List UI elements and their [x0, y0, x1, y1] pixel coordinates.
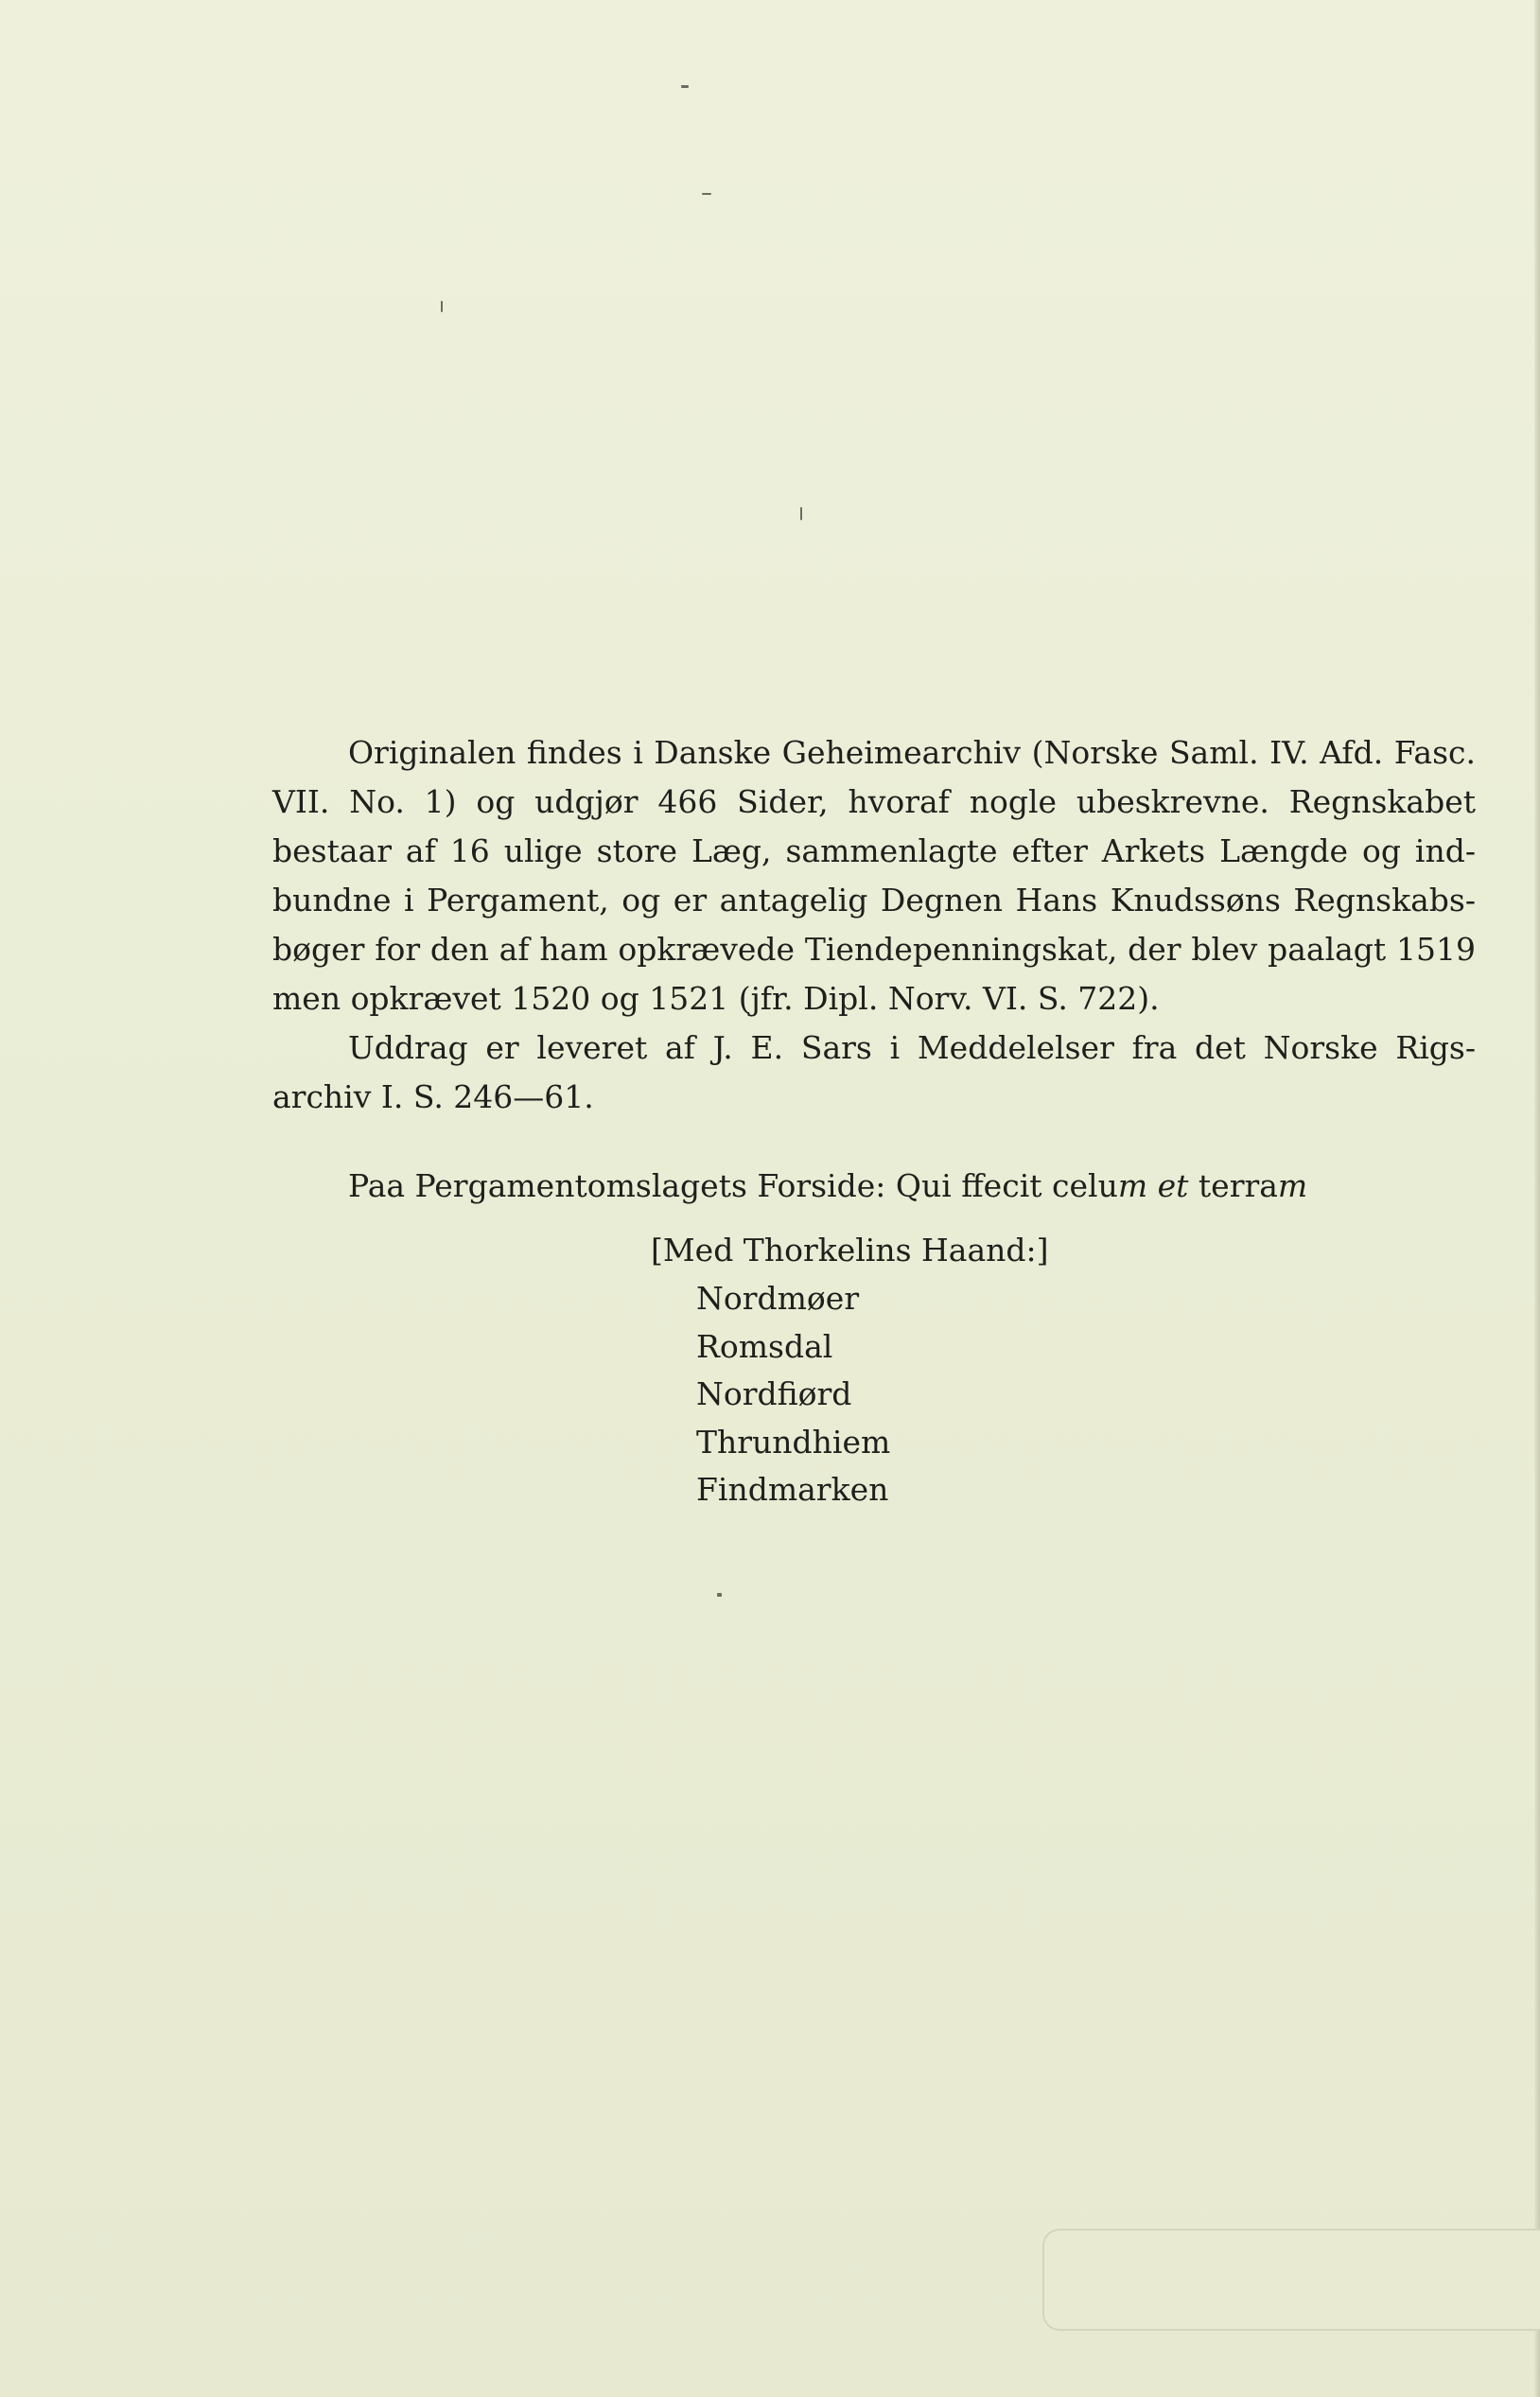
latin-part-italic: m et: [1117, 1167, 1189, 1204]
list-item: Nordmøer: [696, 1280, 860, 1317]
cover-inscription: [348, 1162, 1307, 1211]
list-item: Findmarken: [696, 1471, 889, 1508]
line: bundne i Pergament, og er antagelig Degnen Hans Knudssøns Regnskabs-: [272, 882, 1476, 919]
ink-speck: [681, 85, 689, 88]
latin-part-italic: m: [1277, 1167, 1308, 1204]
cover-label: Paa Pergamentomslagets Forside:: [348, 1167, 886, 1204]
line: VII. No. 1) og udgjør 466 Sider, hvoraf nogle ubeskrevne. Regnskabet: [272, 783, 1476, 820]
list-item: Romsdal: [696, 1327, 833, 1365]
line: bestaar af 16 ulige store Læg, sammenlagte efter Arkets Længde og ind-: [272, 832, 1476, 869]
list-item: Nordfiørd: [696, 1375, 852, 1412]
paragraph-excerpt: [272, 1024, 1476, 1122]
description-text: [272, 728, 1476, 1122]
line: archiv I. S. 246—61.: [272, 1078, 594, 1115]
page-tab-impression: [1042, 2229, 1540, 2331]
ink-speck: [800, 507, 802, 520]
hand-note: [Med Thorkelins Haand:]: [651, 1232, 1049, 1268]
latin-inscription: [896, 1167, 1307, 1204]
district-list: [696, 1275, 890, 1514]
ink-speck: [702, 193, 711, 195]
line: men opkrævet 1520 og 1521 (jfr. Dipl. Norv. VI. S. 722).: [272, 980, 1160, 1017]
list-item: Thrundhiem: [696, 1423, 891, 1461]
ink-speck: [441, 301, 443, 312]
latin-part: terra: [1198, 1167, 1278, 1204]
line: Uddrag er leveret af J. E. Sars i Meddelelser fra det Norske Rigs-: [348, 1029, 1476, 1066]
ink-speck: [717, 1593, 722, 1597]
line: Originalen findes i Danske Geheimearchiv (Norske Saml. IV. Afd. Fasc.: [348, 734, 1476, 771]
page-edge: [1534, 0, 1540, 2397]
paragraph-origin: [272, 728, 1476, 1024]
line: bøger for den af ham opkrævede Tiendepenningskat, der blev paalagt 1519: [272, 931, 1476, 968]
latin-part: Qui ffecit celu: [895, 1167, 1118, 1204]
